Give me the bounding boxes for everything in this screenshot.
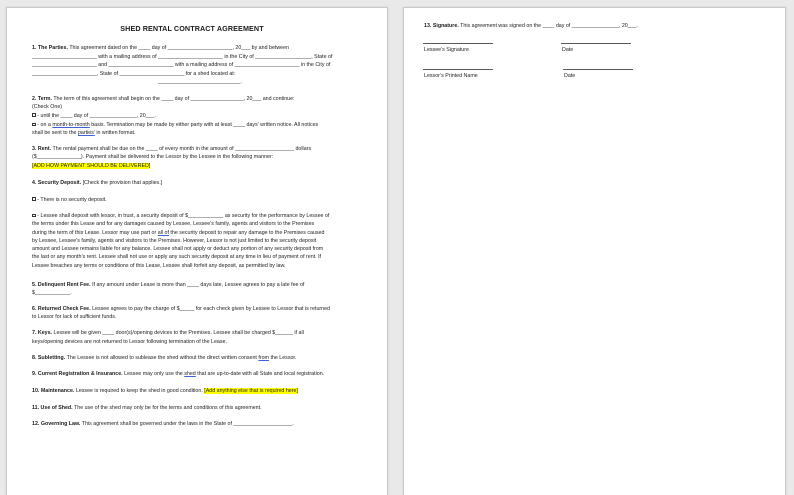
subletting-line	[32, 355, 296, 361]
deposit-option-line-3	[32, 230, 324, 236]
delinquent-line-1	[32, 282, 304, 288]
option-text: during the term of this Lease. Lessor may use part or	[32, 229, 157, 236]
delinquent-text: If any amount under Lease is more than ____ days late, Lessee agrees to pay a late fee of	[92, 282, 305, 288]
subletting-text: the Lessor.	[270, 354, 297, 361]
highlighted-placeholder: [Add anything else that is required here]	[204, 388, 298, 394]
checkbox-icon	[32, 197, 36, 201]
lessor-printed-name-label: Lessor’s Printed Name	[424, 72, 478, 79]
deposit-option-none	[32, 197, 107, 203]
notices-text: in written format.	[96, 130, 136, 136]
maintenance-text: Lessee is required to keep the shed in good condition.	[75, 388, 203, 394]
option-text: - There is no security deposit.	[37, 196, 107, 203]
returned-check-text: Lessee agrees to pay the charge of $_____ for each check given by Lessee to Lessor that is returned	[92, 306, 331, 312]
keys-text: Lessee will be given ____ door(s)/opening devices to the Premises. Lessee shall be charged $______ if all	[53, 330, 304, 336]
section-heading: 6. Returned Check Fee.	[32, 306, 91, 312]
returned-check-line-1	[32, 306, 330, 312]
rent-line-1	[32, 146, 311, 152]
lessee-date-line	[561, 43, 631, 44]
governing-law-text: This agreement shall be governed under the laws in the State of ____________________.	[81, 421, 294, 427]
returned-check-line-2: to Lessor for lack of sufficient funds.	[32, 314, 117, 320]
section-heading: 8. Subletting.	[32, 354, 66, 361]
parties-line-3: ______________________ and ______________________ with a mailing address of ______________________ in the City of	[32, 62, 331, 68]
section-heading: 4. Security Deposit.	[32, 180, 82, 186]
registration-line	[32, 371, 324, 377]
registration-text: that are up-to-date with all State and local registration.	[197, 371, 325, 377]
deposit-option-line-7: Lessee breaches any terms or conditions of this Lease, Lessee shall forfeit any deposit, as permitted by law.	[32, 262, 286, 269]
deposit-option-line-5: amount and Lessee remains liable for any balance. Lessee shall not apply or deduct any portion of any security deposit from	[32, 246, 324, 252]
section-heading: 7. Keys.	[32, 330, 53, 336]
term-intro: The term of this agreement shall begin on the ____ day of __________________, 20___ and continue:	[53, 96, 295, 102]
rent-text: The rental payment shall be due on the ____ of every month in the amount of ____________________ dollars	[52, 146, 312, 152]
checkbox-icon	[32, 214, 36, 218]
delinquent-line-2: $____________.	[32, 290, 72, 296]
use-of-shed-text: The use of the shed may only be for the terms and conditions of this agreement.	[74, 405, 262, 411]
lessee-signature-line	[423, 43, 493, 44]
deposit-option-line-1	[32, 213, 329, 219]
section-heading: 12. Governing Law.	[32, 421, 81, 427]
lessee-signature-label: Lessee’s Signature	[424, 46, 469, 53]
provision-note: [Check the provision that applies.]	[82, 180, 163, 186]
lessor-name-line	[423, 69, 493, 70]
registration-text: Lessee may only use the	[124, 371, 183, 377]
section-heading: 3. Rent.	[32, 146, 52, 152]
section-heading: 11. Use of Shed.	[32, 405, 73, 411]
term-intro-line	[32, 96, 295, 102]
lessee-date-label: Date	[562, 46, 574, 53]
lessor-date-line	[563, 69, 633, 70]
option-text: - until the ____ day of ________________, 20___.	[37, 112, 156, 119]
proofing-underlined-word: parties’	[77, 130, 95, 136]
parties-text: This agreement dated on the ____ day of ______________________, 20___ by and between	[69, 45, 290, 51]
check-one-label: (Check One)	[32, 104, 63, 110]
checkbox-icon	[32, 113, 36, 117]
deposit-option-line-6: the last or any month’s rent. Lessee shall not use or apply any such security deposit at any time in lieu of payment of rent. If	[32, 254, 322, 260]
rent-line-2: ($_______________). Payment shall be delivered to the Lessor by the Lessee in the following manner:	[32, 154, 274, 160]
governing-law-line	[32, 421, 294, 427]
signature-intro-line	[424, 23, 638, 29]
parties-line-2: ______________________ with a mailing address of ______________________ in the City of ___________________, State of	[32, 53, 333, 60]
proofing-underlined-word: month-to-month	[52, 122, 90, 128]
document-page-2	[403, 7, 786, 495]
lessor-date-label: Date	[564, 72, 576, 79]
option-text: the security deposit to repair any damage to the Premises caused	[170, 229, 325, 236]
proofing-underlined-word: shed	[184, 371, 196, 377]
maintenance-line	[32, 388, 298, 394]
parties-line-1	[32, 45, 289, 51]
parties-line-5: ____________________________.	[158, 79, 242, 85]
security-deposit-heading-line	[32, 180, 162, 186]
subletting-text: The Lessee is not allowed to sublease the shed without the direct written consent	[66, 354, 257, 361]
proofing-underlined-word: all of	[157, 229, 169, 236]
section-heading: 10. Maintenance.	[32, 388, 75, 394]
section-heading: 2. Term.	[32, 96, 52, 102]
highlighted-placeholder: [ADD HOW PAYMENT SHOULD BE DELIVERED]	[32, 162, 151, 169]
deposit-option-line-4: by Lessee, Lessee’s family, agents and visitors to the Premises. However, Lessor is not just limited to the security deposit	[32, 237, 317, 244]
proofing-underlined-word: from	[258, 354, 269, 361]
section-heading: 9. Current Registration & Insurance.	[32, 371, 123, 377]
section-heading: 13. Signature.	[424, 23, 459, 29]
document-title: SHED RENTAL CONTRACT AGREEMENT	[120, 23, 264, 33]
term-option-monthly	[32, 122, 318, 128]
parties-line-4: ______________________, State of ______________________ for a shed located at:	[32, 70, 236, 77]
option-text: - Lessee shall deposit with lessor, in trust, a security deposit of $____________ as security for the performance by Lessee of	[37, 213, 330, 219]
checkbox-icon	[32, 123, 36, 127]
keys-line-2: keys/opening devices are not returned to Lessor following termination of the Lease.	[32, 338, 227, 345]
rent-placeholder-line	[32, 163, 150, 169]
notices-text: shall be sent to the	[32, 130, 77, 136]
term-notices-line	[32, 130, 135, 136]
section-heading: 1. The Parties.	[32, 45, 68, 51]
use-of-shed-line	[32, 405, 262, 411]
keys-line-1	[32, 330, 304, 336]
term-option-until	[32, 113, 156, 119]
deposit-option-line-2: the terms under this Lease and for any damages caused by Lessee, Lessee’s family, agents and visitors to the Premises	[32, 221, 315, 227]
option-text: - on a	[37, 122, 51, 128]
option-text: basis. Termination may be made by either party with at least ____ days’ written notice. All notices	[91, 122, 319, 128]
document-page-1	[6, 7, 388, 495]
section-heading: 5. Delinquent Rent Fee.	[32, 282, 91, 288]
signature-text: This agreement was signed on the ____ day of ________________, 20___.	[460, 23, 639, 29]
